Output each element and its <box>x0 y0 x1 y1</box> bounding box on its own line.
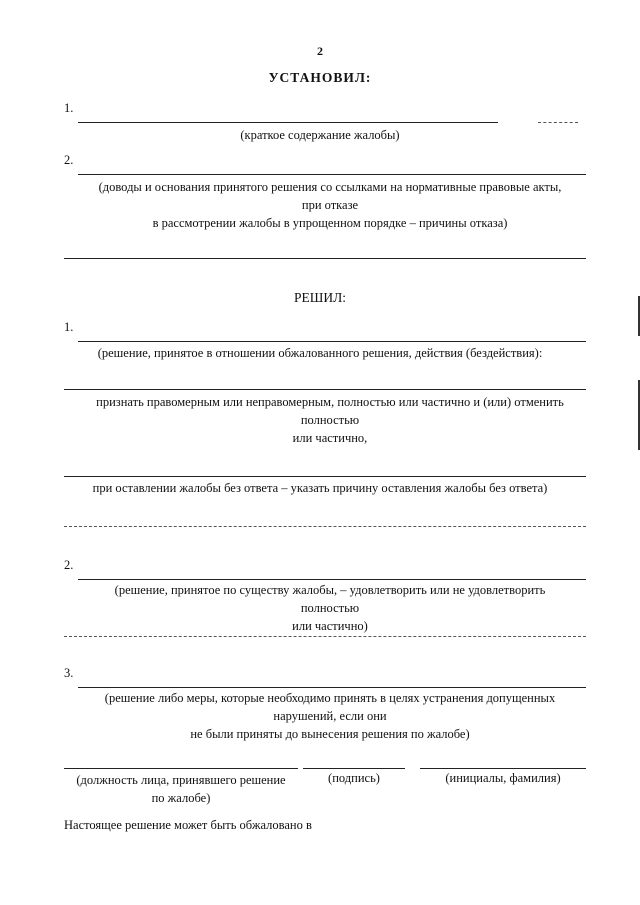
decided-item-3-caption <box>60 689 600 743</box>
decided-item-1-number: 1. <box>64 320 74 334</box>
decided-item-2-line-2[interactable] <box>64 636 586 637</box>
caption-line: нарушений, если они <box>273 709 387 723</box>
decided-item-1-caption-b <box>60 393 600 447</box>
caption-line: (должность лица, принявшего решение <box>76 773 286 787</box>
caption-line: при отказе <box>301 198 359 212</box>
caption-line: не были приняты до вынесения решения по жалобе) <box>190 727 470 741</box>
caption-line: полностью <box>300 601 360 615</box>
decided-item-2-caption <box>60 581 600 635</box>
caption-line: признать правомерным или неправомерным, полностью или частично и (или) отменить <box>96 395 564 409</box>
decided-item-1-line-4[interactable] <box>64 526 586 527</box>
established-item-2-number: 2. <box>64 153 74 167</box>
position-caption <box>58 771 304 807</box>
caption-line: (решение, принятое по существу жалобы, – удовлетворить или не удовлетворить <box>114 583 546 597</box>
decided-item-2-line[interactable] <box>78 579 586 580</box>
decided-item-1-caption-a: (решение, принятое в отношении обжалованного решения, действия (бездействия): <box>97 346 543 360</box>
decided-item-1-caption-c: при оставлении жалобы без ответа – указать причину оставления жалобы без ответа) <box>92 481 548 495</box>
decided-item-1-line-2[interactable] <box>64 389 586 390</box>
decided-heading: РЕШИЛ: <box>293 290 347 305</box>
caption-line: или частично) <box>292 619 368 633</box>
decided-item-1-line-3[interactable] <box>64 476 586 477</box>
established-item-1-caption: (краткое содержание жалобы) <box>240 128 400 142</box>
established-item-1-number: 1. <box>64 101 74 115</box>
decided-item-2-number: 2. <box>64 558 74 572</box>
caption-line: полностью <box>300 413 360 427</box>
caption-line: в рассмотрении жалобы в упрощенном порядке – причины отказа) <box>152 216 508 230</box>
caption-line: или частично, <box>292 431 368 445</box>
decided-item-3-number: 3. <box>64 666 74 680</box>
caption-line: (доводы и основания принятого решения со ссылками на нормативные правовые акты, <box>98 180 562 194</box>
position-line[interactable] <box>64 768 298 769</box>
established-item-1-line[interactable] <box>78 122 498 123</box>
appeal-text: Настоящее решение может быть обжаловано в <box>64 818 312 832</box>
name-caption: (инициалы, фамилия) <box>445 771 561 785</box>
established-item-1-line-tail <box>538 122 578 123</box>
established-heading: УСТАНОВИЛ: <box>268 70 372 85</box>
signature-line[interactable] <box>303 768 405 769</box>
caption-line: по жалобе) <box>151 791 211 805</box>
decided-item-1-line[interactable] <box>78 341 586 342</box>
signature-caption: (подпись) <box>328 771 380 785</box>
established-item-2-caption <box>60 178 600 232</box>
caption-line: (решение либо меры, которые необходимо принять в целях устранения допущенных <box>104 691 556 705</box>
established-item-2-line[interactable] <box>78 174 586 175</box>
established-extra-line[interactable] <box>64 258 586 259</box>
decided-item-3-line[interactable] <box>78 687 586 688</box>
name-line[interactable] <box>420 768 586 769</box>
page-number: 2 <box>317 44 323 58</box>
